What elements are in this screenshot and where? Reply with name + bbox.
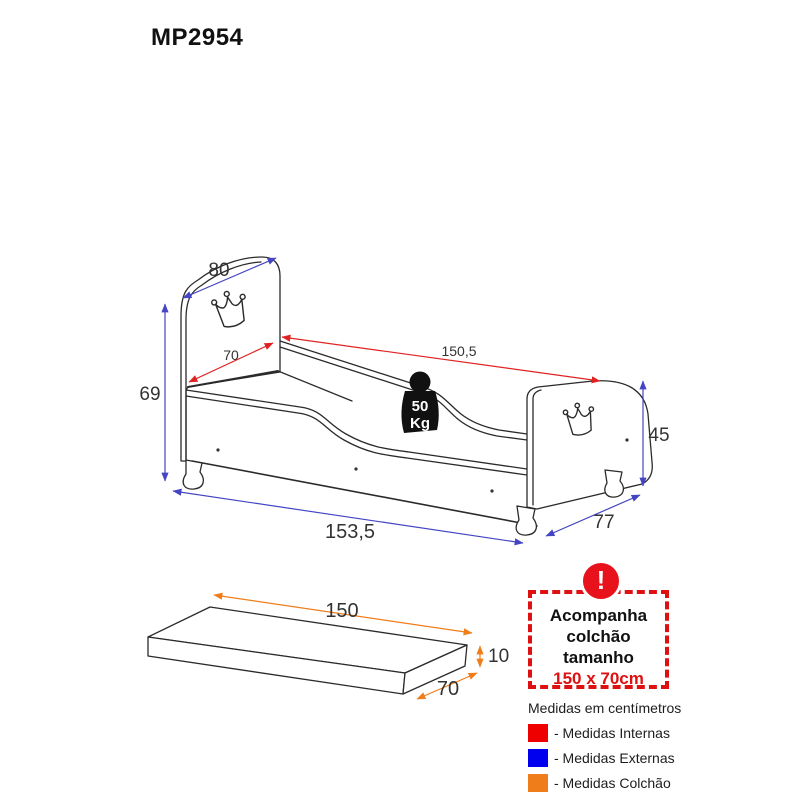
bed-leg-front-left (183, 460, 203, 489)
legend-item-mattress (528, 774, 671, 792)
exclamation-icon (580, 560, 622, 602)
notice-line-2: colchão (566, 627, 631, 646)
legend-label-mattress: - Medidas Colchão (554, 775, 671, 791)
notice-line-3: tamanho (563, 648, 634, 667)
product-code: MP2954 (151, 24, 244, 51)
legend-item-external (528, 749, 675, 767)
weight-value: 50 (411, 398, 429, 415)
dim-mattress-height: 10 (488, 646, 510, 667)
notice-line-1: Acompanha (549, 606, 648, 625)
bed-leg-footboard (605, 470, 624, 497)
legend-title: Medidas em centímetros (528, 700, 682, 716)
dim-headboard-width: 80 (208, 260, 230, 281)
internal-measure-swatch (528, 724, 548, 742)
bed-deck-edge (278, 371, 352, 401)
weight-unit: Kg (410, 415, 430, 432)
bed-footboard (527, 381, 652, 509)
mattress-notice-box (528, 590, 669, 689)
bed-leg-front-right (516, 506, 536, 535)
legend-item-internal (528, 724, 670, 742)
dim-headboard-height: 69 (139, 384, 161, 405)
bed-front-rail (186, 390, 537, 526)
dim-mattress-width: 70 (436, 678, 460, 700)
dim-mattress-length: 150 (325, 600, 359, 622)
dim-inner-width: 70 (223, 347, 239, 363)
weight-capacity-badge (401, 372, 438, 434)
dim-total-width: 77 (593, 512, 615, 533)
dim-inner-length: 150,5 (441, 343, 477, 359)
external-measure-swatch (528, 749, 548, 767)
exclamation-glyph: ! (596, 565, 606, 595)
mattress-drawing (148, 607, 467, 694)
legend-label-internal: - Medidas Internas (554, 725, 670, 741)
legend-label-external: - Medidas Externas (554, 750, 675, 766)
mattress-measure-swatch (528, 774, 548, 792)
dim-total-length: 153,5 (324, 521, 376, 543)
notice-mattress-size: 150 x 70cm (553, 669, 644, 688)
dim-footboard-height: 45 (648, 425, 670, 446)
bed-drawing (181, 257, 652, 535)
